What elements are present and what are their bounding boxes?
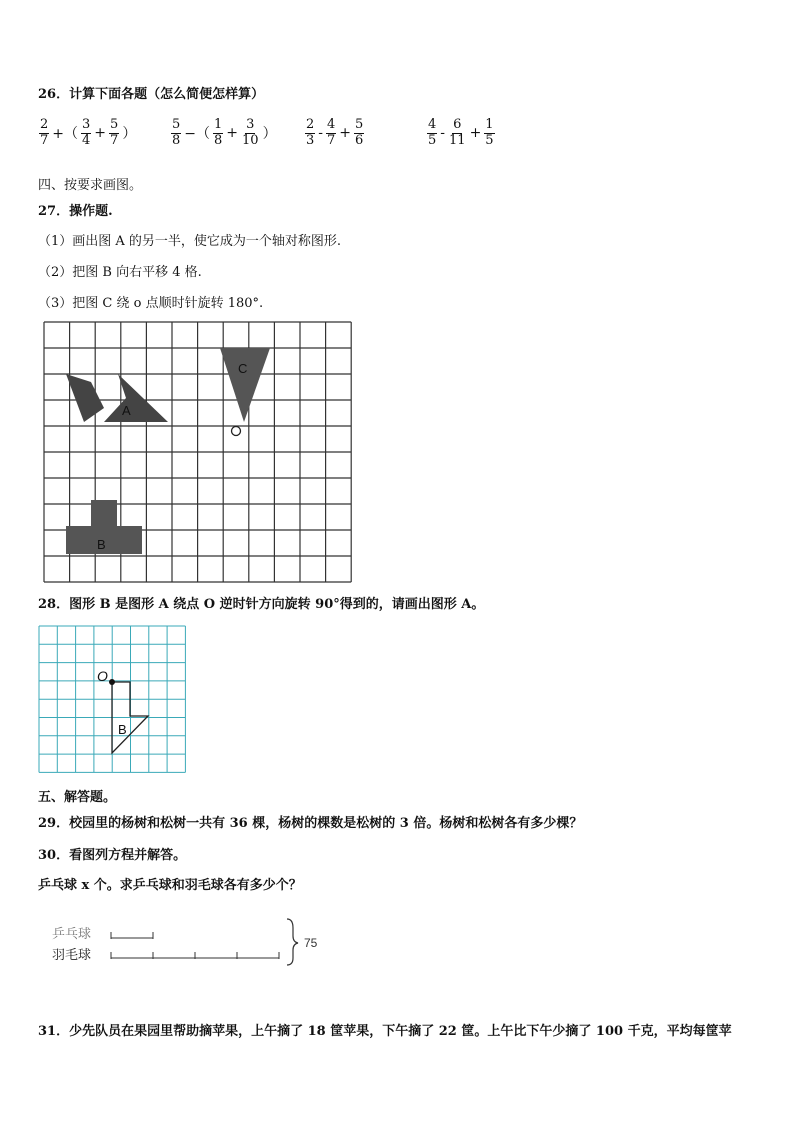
fraction bbox=[326, 118, 336, 149]
expression-4 bbox=[426, 118, 496, 149]
denominator: 8 bbox=[172, 132, 181, 148]
expression-3 bbox=[304, 118, 365, 149]
numerator: 4 bbox=[327, 117, 336, 132]
q28-title: 28．图形 B 是图形 A 绕点 O 逆时针方向旋转 90°得到的，请画出图形 A。 bbox=[38, 597, 485, 612]
denominator: 7 bbox=[110, 132, 119, 148]
operator: - bbox=[440, 125, 446, 142]
total-brace bbox=[287, 919, 298, 965]
point-o bbox=[109, 679, 115, 685]
operator: ） bbox=[262, 126, 277, 143]
label-badminton: 羽毛球 bbox=[52, 947, 92, 962]
numerator: 5 bbox=[355, 117, 364, 132]
expression-1 bbox=[38, 118, 138, 149]
fraction bbox=[354, 118, 364, 149]
fraction bbox=[241, 118, 260, 149]
label-pingpong: 乒乓球 bbox=[52, 926, 92, 941]
fraction bbox=[213, 118, 223, 149]
shape-a-left bbox=[66, 374, 104, 422]
operator: + bbox=[469, 125, 482, 142]
denominator: 4 bbox=[82, 132, 91, 148]
label-o: O bbox=[97, 668, 108, 684]
numerator: 2 bbox=[40, 117, 49, 132]
q30-title: 30．看图列方程并解答。 bbox=[38, 848, 187, 863]
q27-item-2: （2）把图 B 向右平移 4 格. bbox=[38, 265, 202, 280]
operator: −（ bbox=[184, 126, 211, 143]
numerator: 2 bbox=[306, 117, 315, 132]
numerator: 4 bbox=[428, 117, 437, 132]
operator: + bbox=[94, 125, 107, 142]
denominator: 5 bbox=[428, 132, 437, 148]
operator: + bbox=[226, 125, 239, 142]
numerator: 6 bbox=[453, 117, 462, 132]
shape-a-right bbox=[104, 374, 168, 422]
label-a: A bbox=[122, 403, 131, 418]
expression-2 bbox=[170, 118, 279, 149]
q31-text: 31．少先队员在果园里帮助摘苹果，上午摘了 18 筐苹果，下午摘了 22 筐。上午比下午少摘了 100 千克，平均每筐苹 bbox=[38, 1024, 732, 1039]
denominator: 6 bbox=[355, 132, 364, 148]
fraction bbox=[484, 118, 494, 149]
numerator: 1 bbox=[214, 117, 223, 132]
fraction bbox=[171, 118, 181, 149]
operator: - bbox=[318, 125, 324, 142]
denominator: 5 bbox=[485, 132, 494, 148]
segment-badminton bbox=[111, 952, 279, 959]
total-label: 75 bbox=[304, 936, 318, 950]
denominator: 7 bbox=[327, 132, 336, 148]
denominator: 8 bbox=[214, 132, 223, 148]
label-c: C bbox=[238, 361, 248, 376]
fraction bbox=[81, 118, 91, 149]
denominator: 3 bbox=[306, 132, 315, 148]
fraction bbox=[305, 118, 315, 149]
numerator: 1 bbox=[485, 117, 494, 132]
q28-grid-figure bbox=[38, 625, 188, 775]
numerator: 5 bbox=[172, 117, 181, 132]
denominator: 10 bbox=[242, 132, 259, 148]
operator: +（ bbox=[52, 126, 79, 143]
q27-item-1: （1）画出图 A 的另一半，使它成为一个轴对称图形. bbox=[38, 234, 342, 249]
fraction bbox=[39, 118, 49, 149]
denominator: 11 bbox=[449, 132, 466, 148]
label-b: B bbox=[97, 537, 106, 552]
denominator: 7 bbox=[40, 132, 49, 148]
shape-c bbox=[220, 348, 270, 422]
numerator: 5 bbox=[110, 117, 119, 132]
section-5-heading: 五、解答题。 bbox=[38, 790, 117, 805]
operator: + bbox=[339, 125, 352, 142]
q30-diagram bbox=[50, 914, 340, 969]
segment-pingpong bbox=[111, 932, 153, 939]
operator: ） bbox=[122, 126, 137, 143]
label-b2: B bbox=[118, 722, 127, 737]
fraction bbox=[109, 118, 119, 149]
q30-text: 乒乓球 x 个。求乒乓球和羽毛球各有多少个？ bbox=[38, 878, 302, 893]
rotation-point-o bbox=[232, 427, 241, 436]
numerator: 3 bbox=[82, 117, 91, 132]
fraction bbox=[427, 118, 437, 149]
section-4-heading: 四、按要求画图。 bbox=[38, 178, 143, 193]
q29-text: 29．校园里的杨树和松树一共有 36 棵，杨树的棵数是松树的 3 倍。杨树和松树各有多少棵？ bbox=[38, 816, 583, 831]
numerator: 3 bbox=[246, 117, 255, 132]
q26-expressions bbox=[38, 118, 538, 160]
q26-title: 26．计算下面各题（怎么简便怎样算） bbox=[38, 87, 265, 102]
q27-title: 27．操作题. bbox=[38, 204, 113, 219]
fraction bbox=[448, 118, 467, 149]
q27-grid-figure bbox=[40, 318, 354, 585]
q27-item-3: （3）把图 C 绕 o 点顺时针旋转 180°. bbox=[38, 296, 264, 311]
